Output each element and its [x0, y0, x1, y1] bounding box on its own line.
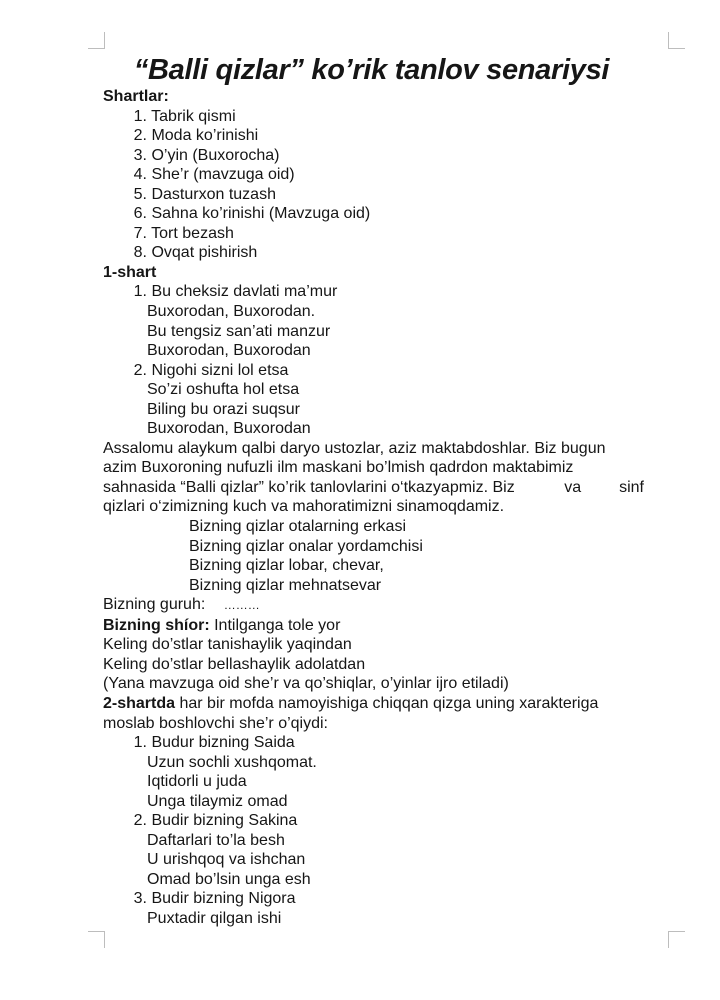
- paragraph-fragment: va: [564, 478, 582, 496]
- condition-item: [103, 224, 648, 244]
- poem-line: Biling bu orazi suqsur: [147, 400, 300, 418]
- condition-label: Sahna ko’rinishi (Mavzuga oid): [151, 205, 371, 223]
- poem-line: Puxtadir qilgan ishi: [147, 909, 282, 927]
- poem-line: Buxorodan, Buxorodan: [147, 342, 311, 360]
- paragraph-fragment: sinf: [619, 478, 644, 496]
- verse-line: Bizning qizlar otalarning erkasi: [189, 518, 406, 536]
- condition-label: Ovqat pishirish: [151, 244, 258, 262]
- condition-item: [103, 243, 648, 263]
- list-number: 7.: [133, 224, 147, 242]
- motto-label: Bizning shíor:: [103, 616, 210, 634]
- list-number: 8.: [133, 244, 147, 262]
- poem-line: Iqtidorli u juda: [147, 773, 247, 791]
- paragraph-line: qizlari o‘zimizning kuch va mahoratimizni sinamoqdamiz.: [103, 498, 505, 516]
- list-item: 1. Budur bizning Saida: [133, 734, 295, 752]
- motto-line: [103, 616, 648, 636]
- condition-label: Moda ko’rinishi: [151, 127, 259, 145]
- crop-mark-top-right: [668, 32, 685, 49]
- paragraph-line: Assalomu alaykum qalbi daryo ustozlar, aziz maktabdoshlar. Biz bugun: [103, 439, 606, 457]
- poem-line: Unga tilaymiz omad: [147, 792, 288, 810]
- paragraph-line: [103, 478, 648, 498]
- list-number: 4.: [133, 166, 147, 184]
- motto-note: (Yana mavzuga oid she’r va qo’shiqlar, o’yinlar ijro etiladi): [103, 675, 509, 693]
- paragraph-line: azim Buxoroning nufuzli ilm maskani bo’lmish qadrdon maktabimiz: [103, 459, 574, 477]
- motto-line: Keling do’stlar bellashaylik adolatdan: [103, 655, 366, 673]
- shart1-poem-list: [103, 282, 648, 438]
- list-item: 3. Budir bizning Nigora: [133, 890, 296, 908]
- poem-line: Omad bo’lsin unga esh: [147, 870, 311, 888]
- poem-line: Daftarlari to’la besh: [147, 831, 285, 849]
- crop-mark-top-left: [88, 32, 105, 49]
- condition-label: Tort bezash: [151, 224, 234, 242]
- condition-item: [103, 185, 648, 205]
- list-number: 6.: [133, 205, 147, 223]
- condition-label: O’yin (Buxorocha): [151, 146, 280, 164]
- condition-label: She’r (mavzuga oid): [151, 166, 295, 184]
- group-value: ………: [223, 598, 260, 613]
- verse-line: Bizning qizlar mehnatsevar: [189, 576, 382, 594]
- group-label: Bizning guruh:: [103, 596, 206, 614]
- condition-item: [103, 107, 648, 127]
- girls-verse: [103, 517, 648, 595]
- poem-line: Bu cheksiz davlati ma’mur: [151, 283, 338, 301]
- shart2-text: har bir mofda namoyishiga chiqqan qizga uning xarakteriga: [175, 694, 599, 712]
- shart1-heading: 1-shart: [103, 263, 157, 281]
- poem-line: Nigohi sizni lol etsa: [151, 361, 289, 379]
- poem-line: Buxorodan, Buxorodan.: [147, 303, 316, 321]
- poem-line: Uzun sochli xushqomat.: [147, 753, 317, 771]
- group-line: [103, 595, 648, 616]
- verse-line: Bizning qizlar lobar, chevar,: [189, 557, 384, 575]
- conditions-list: [103, 107, 648, 263]
- poem-line: So’zi oshufta hol etsa: [147, 381, 300, 399]
- crop-mark-bottom-left: [88, 931, 105, 948]
- condition-label: Dasturxon tuzash: [151, 185, 276, 203]
- list-number: 1.: [133, 107, 147, 125]
- shart2-line: [103, 694, 648, 714]
- poem-line: Budir bizning Nigora: [151, 890, 296, 908]
- condition-item: [103, 165, 648, 185]
- document-body: [103, 87, 648, 929]
- condition-item: [103, 146, 648, 166]
- poem-line: Bu tengsiz san’ati manzur: [147, 322, 331, 340]
- shart2-line: moslab boshlovchi she’r o’qiydi:: [103, 714, 328, 732]
- poem-line: Budir bizning Sakina: [151, 812, 298, 830]
- list-number: 5.: [133, 185, 147, 203]
- shart2-poem-list: [103, 733, 648, 928]
- poem-line: Budur bizning Saida: [151, 734, 295, 752]
- list-item: 2. Nigohi sizni lol etsa: [133, 361, 289, 379]
- verse-line: Bizning qizlar onalar yordamchisi: [189, 537, 423, 555]
- list-number: 2.: [133, 127, 147, 145]
- condition-item: [103, 204, 648, 224]
- motto-value: Intilganga tole yor: [209, 616, 341, 634]
- poem-line: U urishqoq va ishchan: [147, 851, 306, 869]
- conditions-heading: Shartlar:: [103, 88, 169, 105]
- greeting-paragraph: [103, 439, 648, 517]
- list-item: 1. Bu cheksiz davlati ma’mur: [133, 283, 338, 301]
- document-title: “Balli qizlar” ko’rik tanlov senariysi: [133, 54, 610, 86]
- poem-line: Buxorodan, Buxorodan: [147, 420, 311, 438]
- paragraph-fragment: sahnasida “Balli qizlar” ko’rik tanlovlarini o‘tkazyapmiz. Biz: [103, 478, 515, 496]
- list-item: 2. Budir bizning Sakina: [133, 812, 298, 830]
- shart2-label: 2-shartda: [103, 694, 176, 712]
- motto-line: Keling do’stlar tanishaylik yaqindan: [103, 636, 352, 654]
- condition-item: [103, 126, 648, 146]
- condition-label: Tabrik qismi: [151, 107, 236, 125]
- crop-mark-bottom-right: [668, 931, 685, 948]
- list-number: 3.: [133, 146, 147, 164]
